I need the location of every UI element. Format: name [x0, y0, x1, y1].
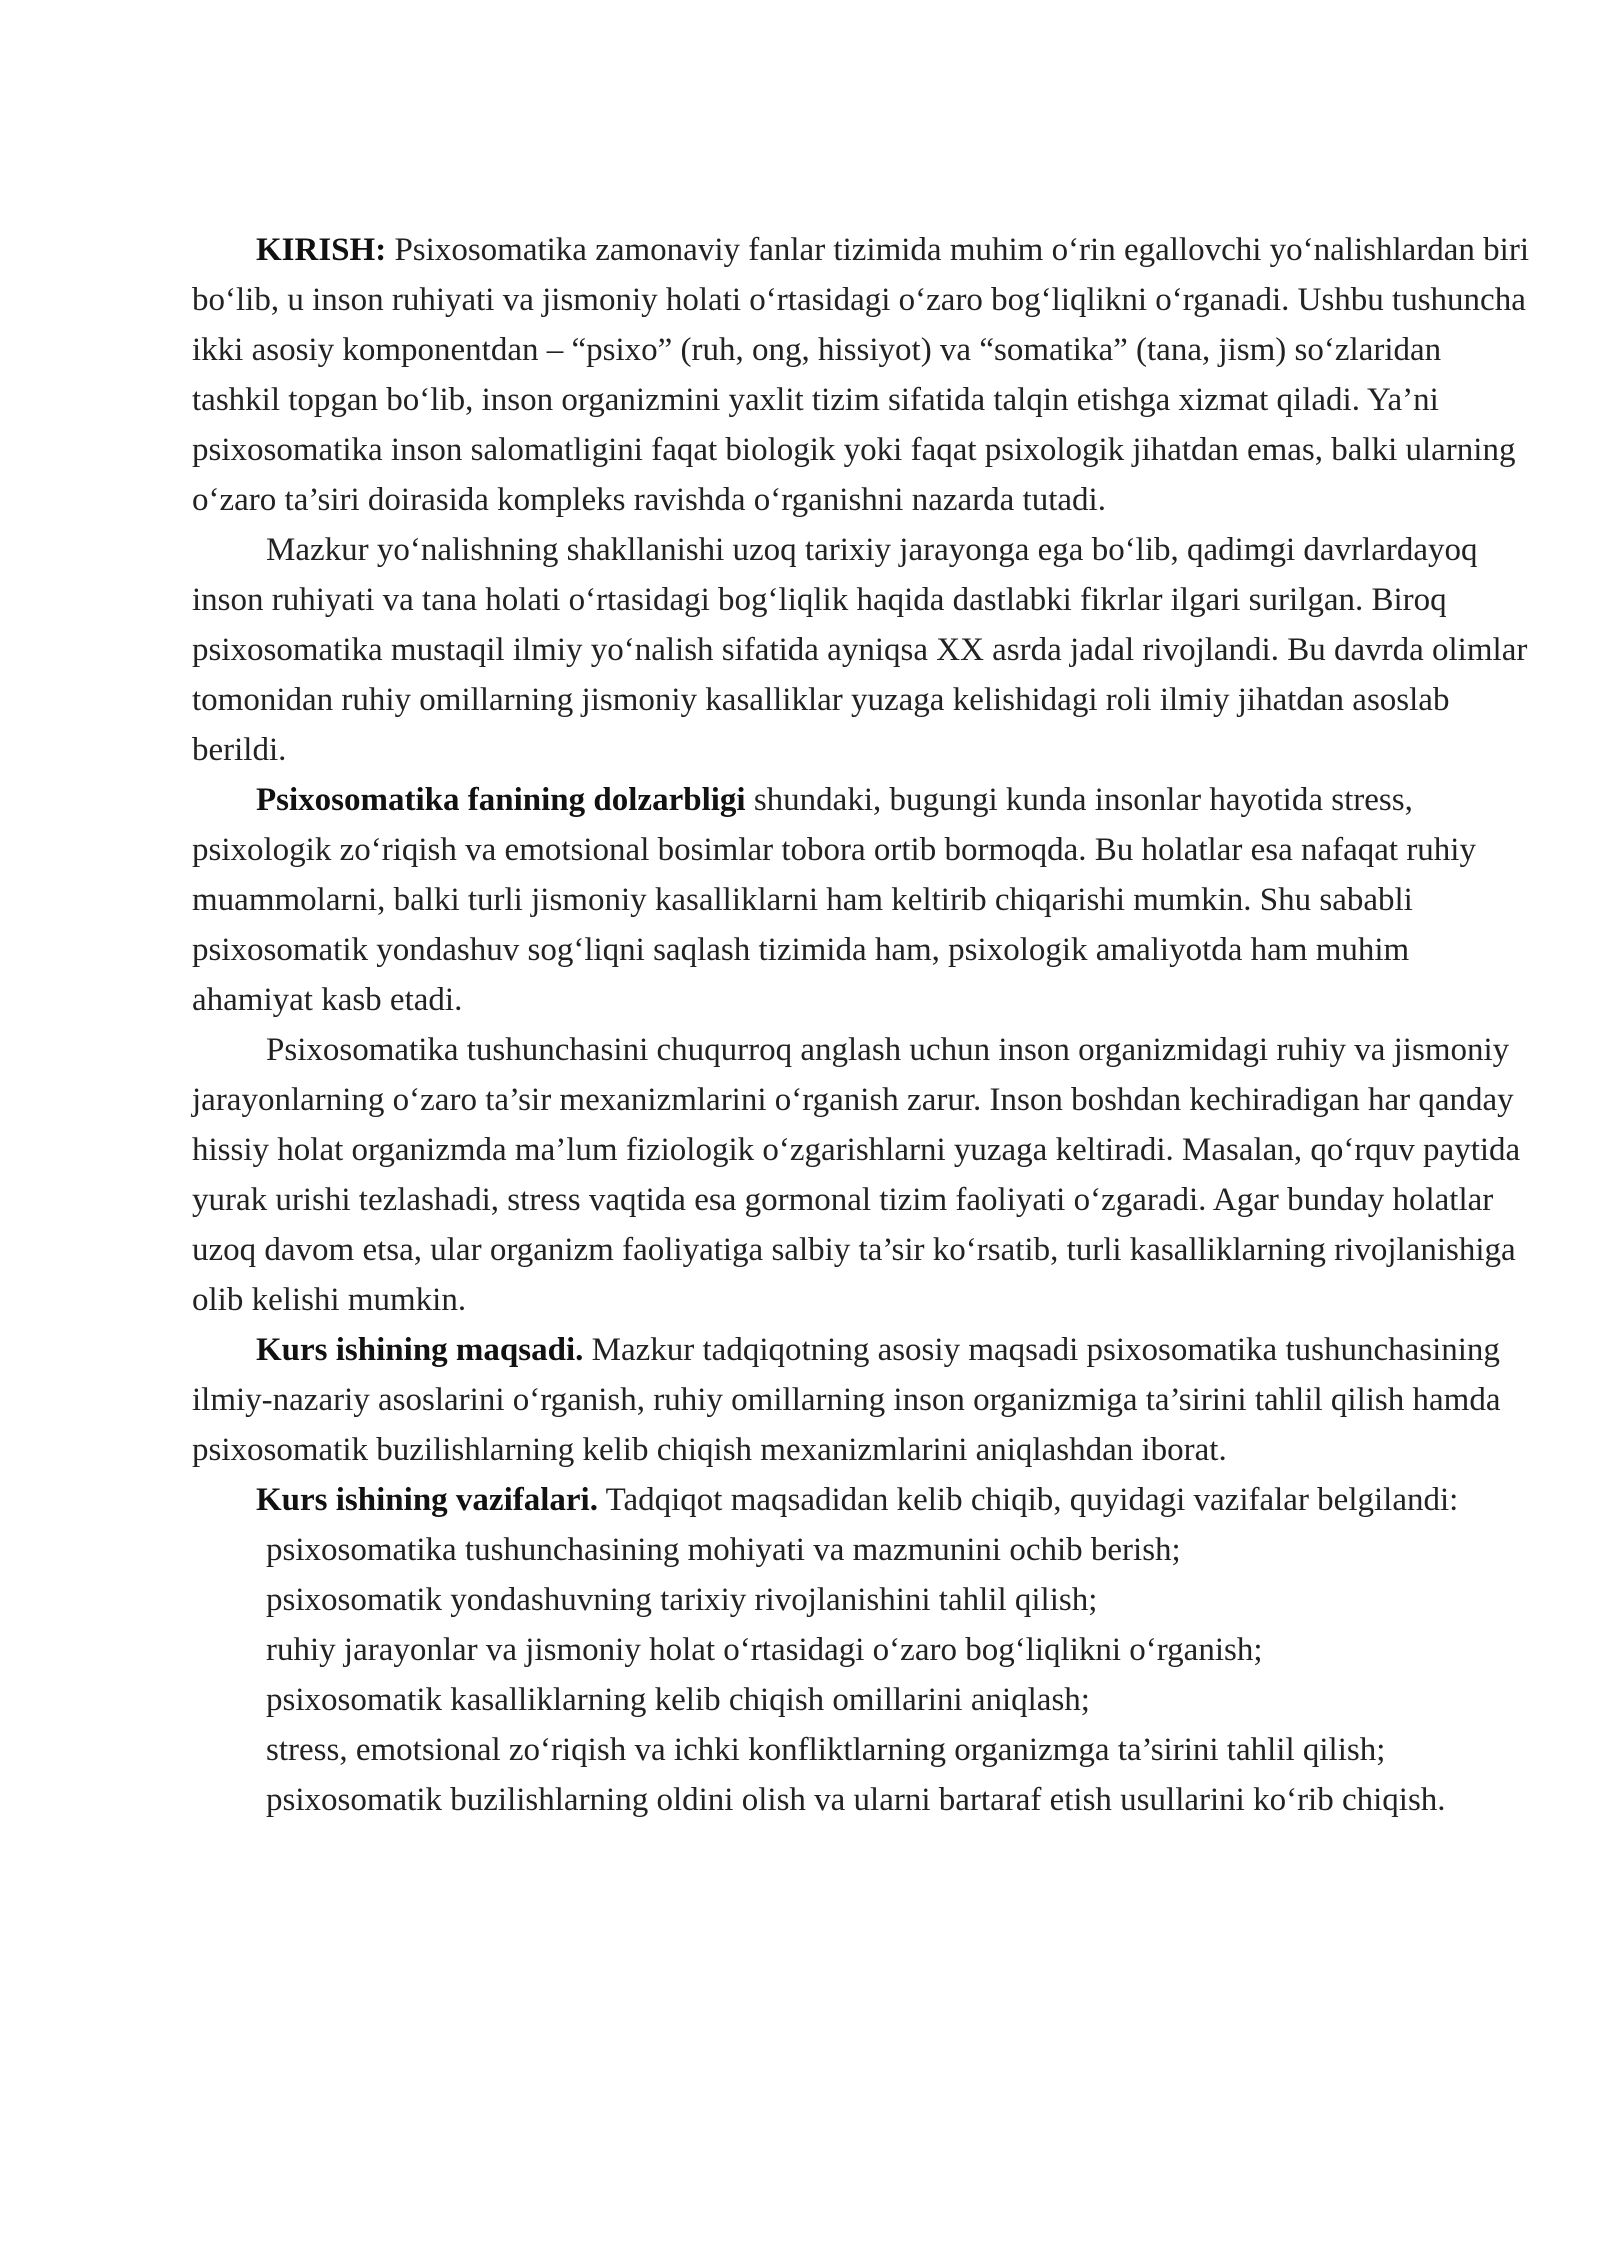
task-item: stress, emotsional zo‘riqish va ichki konfliktlarning organizmga ta’sirini tahlil qilish;	[266, 1732, 1386, 1768]
task-item: psixosomatik kasalliklarning kelib chiqish omillarini aniqlash;	[266, 1682, 1090, 1718]
tasks-text: Tadqiqot maqsadidan kelib chiqib, quyidagi vazifalar belgilandi:	[597, 1482, 1459, 1518]
goal-text: Mazkur tadqiqotning asosiy maqsadi psixosomatika tushunchasining ilmiy-nazariy asoslarini o‘rganish, ruhiy omillarning inson organizmiga ta’sirini tahlil qilish hamda psixosomatik buzilishlarning kelib chiqish mexanizmlarini aniqlashdan iborat.	[192, 1332, 1501, 1468]
mechanisms-paragraph: Psixosomatika tushunchasini chuqurroq anglash uchun inson organizmidagi ruhiy va jismoniy jarayonlarning o‘zaro ta’sir mexanizmlarini o‘rganish zarur. Inson boshdan kechiradigan har qanday hissiy holat organizmda ma’lum fiziologik o‘zgarishlarni yuzaga keltiradi. Masalan, qo‘rquv paytida yurak urishi tezlashadi, stress vaqtida esa gormonal tizim faoliyati o‘zgaradi. Agar bunday holatlar uzoq davom etsa, ular organizm faoliyatiga salbiy ta’sir ko‘rsatib, turli kasalliklarning rivojlanishiga olib kelishi mumkin.	[192, 1032, 1521, 1318]
task-item: psixosomatik yondashuvning tarixiy rivojlanishini tahlil qilish;	[266, 1582, 1098, 1618]
tasks-list	[192, 1525, 1532, 1825]
relevance-text: shundaki, bugungi kunda insonlar hayotida stress, psixologik zo‘riqish va emotsional bosimlar tobora ortib bormoqda. Bu holatlar esa nafaqat ruhiy muammolarni, balki turli jismoniy kasalliklarni ham keltirib chiqarishi mumkin. Shu sababli psixosomatik yondashuv sog‘liqni saqlash tizimida ham, psixologik amaliyotda ham muhim ahamiyat kasb etadi.	[192, 782, 1476, 1018]
tasks-paragraph	[192, 1475, 1532, 1525]
goal-paragraph	[192, 1325, 1532, 1475]
relevance-paragraph	[192, 775, 1532, 1025]
history-paragraph: Mazkur yo‘nalishning shakllanishi uzoq tarixiy jarayonga ega bo‘lib, qadimgi davrlardayoq inson ruhiyati va tana holati o‘rtasidagi bog‘liqlik haqida dastlabki fikrlar ilgari surilgan. Biroq psixosomatika mustaqil ilmiy yo‘nalish sifatida ayniqsa XX asrda jadal rivojlandi. Bu davrda olimlar tomonidan ruhiy omillarning jismoniy kasalliklar yuzaga kelishidagi roli ilmiy jihatdan asoslab berildi.	[192, 532, 1528, 768]
goal-heading: Kurs ishining maqsadi.	[256, 1332, 584, 1368]
relevance-heading: Psixosomatika fanining dolzarbligi	[256, 782, 746, 818]
intro-text: Psixosomatika zamonaviy fanlar tizimida muhim o‘rin egallovchi yo‘nalishlardan biri bo‘lib, u inson ruhiyati va jismoniy holati o‘rtasidagi o‘zaro bog‘liqlikni o‘rganadi. Ushbu tushuncha ikki asosiy komponentdan – “psixo” (ruh, ong, hissiyot) va “somatika” (tana, jism) so‘zlaridan tashkil topgan bo‘lib, inson organizmini yaxlit tizim sifatida talqin etishga xizmat qiladi. Ya’ni psixosomatika inson salomatligini faqat biologik yoki faqat psixologik jihatdan emas, balki ularning o‘zaro ta’siri doirasida kompleks ravishda o‘rganishni nazarda tutadi.	[192, 232, 1530, 518]
tasks-heading: Kurs ishining vazifalari.	[256, 1482, 598, 1518]
intro-paragraph	[192, 225, 1532, 525]
document-page	[192, 225, 1532, 1825]
task-item: ruhiy jarayonlar va jismoniy holat o‘rtasidagi o‘zaro bog‘liqlikni o‘rganish;	[266, 1632, 1263, 1668]
task-item: psixosomatik buzilishlarning oldini olish va ularni bartaraf etish usullarini ko‘rib chiqish.	[266, 1782, 1446, 1818]
task-item: psixosomatika tushunchasining mohiyati va mazmunini ochib berish;	[266, 1532, 1181, 1568]
intro-heading: KIRISH:	[256, 232, 387, 268]
